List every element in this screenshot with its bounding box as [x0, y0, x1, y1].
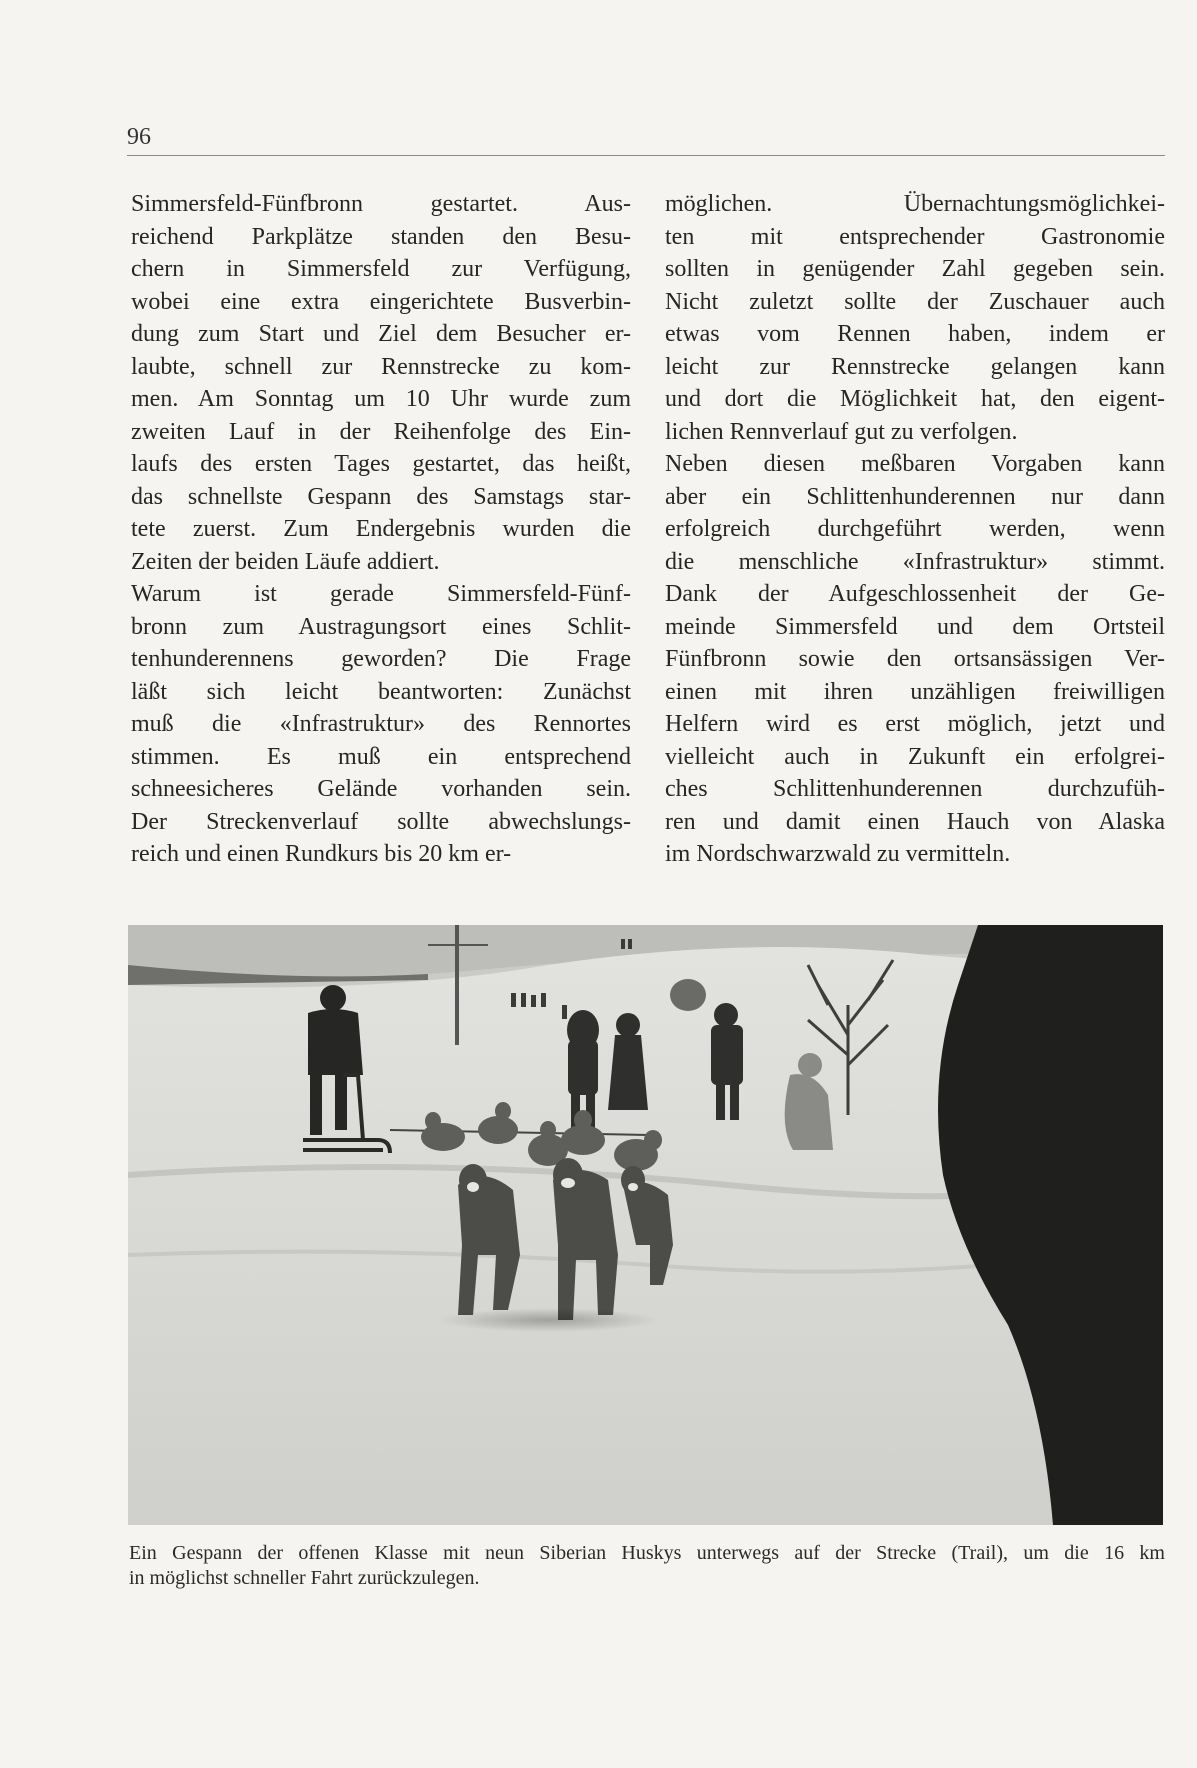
body-text-line: sollten in genügender Zahl gegeben sein.	[665, 256, 1165, 282]
body-text-line: men. Am Sonntag um 10 Uhr wurde zum	[131, 386, 631, 412]
body-text-line: wobei eine extra eingerichtete Busverbin-	[131, 288, 631, 315]
right-text-column	[665, 188, 1165, 871]
body-text-line: stimmen. Es muß ein entsprechend	[131, 743, 631, 770]
body-text-line: aber ein Schlittenhunderennen nur dann	[665, 483, 1165, 510]
body-text-line: Helfern wird es erst möglich, jetzt und	[665, 711, 1165, 737]
body-text-line: lichen Rennverlauf gut zu verfolgen.	[665, 418, 1018, 445]
body-text-line: laufs des ersten Tages gestartet, das heißt,	[131, 451, 631, 477]
body-text-line: schneesicheres Gelände vorhanden sein.	[131, 776, 631, 802]
body-text-line: etwas vom Rennen haben, indem er	[665, 321, 1165, 347]
body-text-line: und dort die Möglichkeit hat, den eigent-	[665, 386, 1165, 412]
body-text-line: dung zum Start und Ziel dem Besucher er-	[131, 321, 631, 347]
body-text-line: das schnellste Gespann des Samstags star-	[131, 483, 631, 510]
body-text-line: Nicht zuletzt sollte der Zuschauer auch	[665, 288, 1165, 315]
body-text-line: zweiten Lauf in der Reihenfolge des Ein-	[131, 418, 631, 445]
sled-dog-photo	[128, 925, 1163, 1525]
body-text-line: Zeiten der beiden Läufe addiert.	[131, 548, 440, 575]
body-text-line: ten mit entsprechender Gastronomie	[665, 223, 1165, 250]
body-text-line: tenhunderennens geworden? Die Frage	[131, 646, 631, 672]
body-text-line: einen mit ihren unzähligen freiwilligen	[665, 678, 1165, 705]
body-text-line: Simmersfeld-Fünfbronn gestartet. Aus-	[131, 191, 631, 217]
body-text-line: Neben diesen meßbaren Vorgaben kann	[665, 451, 1165, 477]
body-text-line: reich und einen Rundkurs bis 20 km er-	[131, 841, 512, 867]
caption-line: Ein Gespann der offenen Klasse mit neun Siberian Huskys unterwegs auf der Strecke (Trail), um die 16 km	[129, 1542, 1165, 1564]
body-text-line: Der Streckenverlauf sollte abwechslungs-	[131, 808, 631, 835]
page-number: 96	[127, 124, 151, 150]
body-text-line: bronn zum Austragungsort eines Schlit-	[131, 613, 631, 640]
body-text-line: reichend Parkplätze standen den Besu-	[131, 223, 631, 250]
body-text-line: tete zuerst. Zum Endergebnis wurden die	[131, 516, 631, 542]
body-text-line: muß die «Infrastruktur» des Rennortes	[131, 711, 631, 737]
body-text-line: im Nordschwarzwald zu vermitteln.	[665, 841, 1011, 867]
body-text-line: ren und damit einen Hauch von Alaska	[665, 808, 1165, 835]
body-text-line: leicht zur Rennstrecke gelangen kann	[665, 353, 1165, 380]
left-text-column	[131, 188, 631, 871]
body-text-line: möglichen. Übernachtungsmöglichkei-	[665, 191, 1165, 217]
body-text-line: erfolgreich durchgeführt werden, wenn	[665, 516, 1165, 542]
body-text-line: läßt sich leicht beantworten: Zunächst	[131, 678, 631, 705]
header-rule	[127, 155, 1165, 156]
body-text-line: die menschliche «Infrastruktur» stimmt.	[665, 548, 1165, 575]
body-text-line: Dank der Aufgeschlossenheit der Ge-	[665, 581, 1165, 607]
body-text-line: Warum ist gerade Simmersfeld-Fünf-	[131, 581, 631, 607]
body-text-line: chern in Simmersfeld zur Verfügung,	[131, 256, 631, 282]
body-text-line: laubte, schnell zur Rennstrecke zu kom-	[131, 353, 631, 380]
photo-caption	[129, 1541, 1165, 1591]
body-text-line: vielleicht auch in Zukunft ein erfolgrei-	[665, 743, 1165, 770]
caption-line: in möglichst schneller Fahrt zurückzulegen.	[129, 1567, 480, 1589]
body-text-line: ches Schlittenhunderennen durchzufüh-	[665, 776, 1165, 802]
body-text-line: meinde Simmersfeld und dem Ortsteil	[665, 613, 1165, 640]
body-text-line: Fünfbronn sowie den ortsansässigen Ver-	[665, 646, 1165, 672]
